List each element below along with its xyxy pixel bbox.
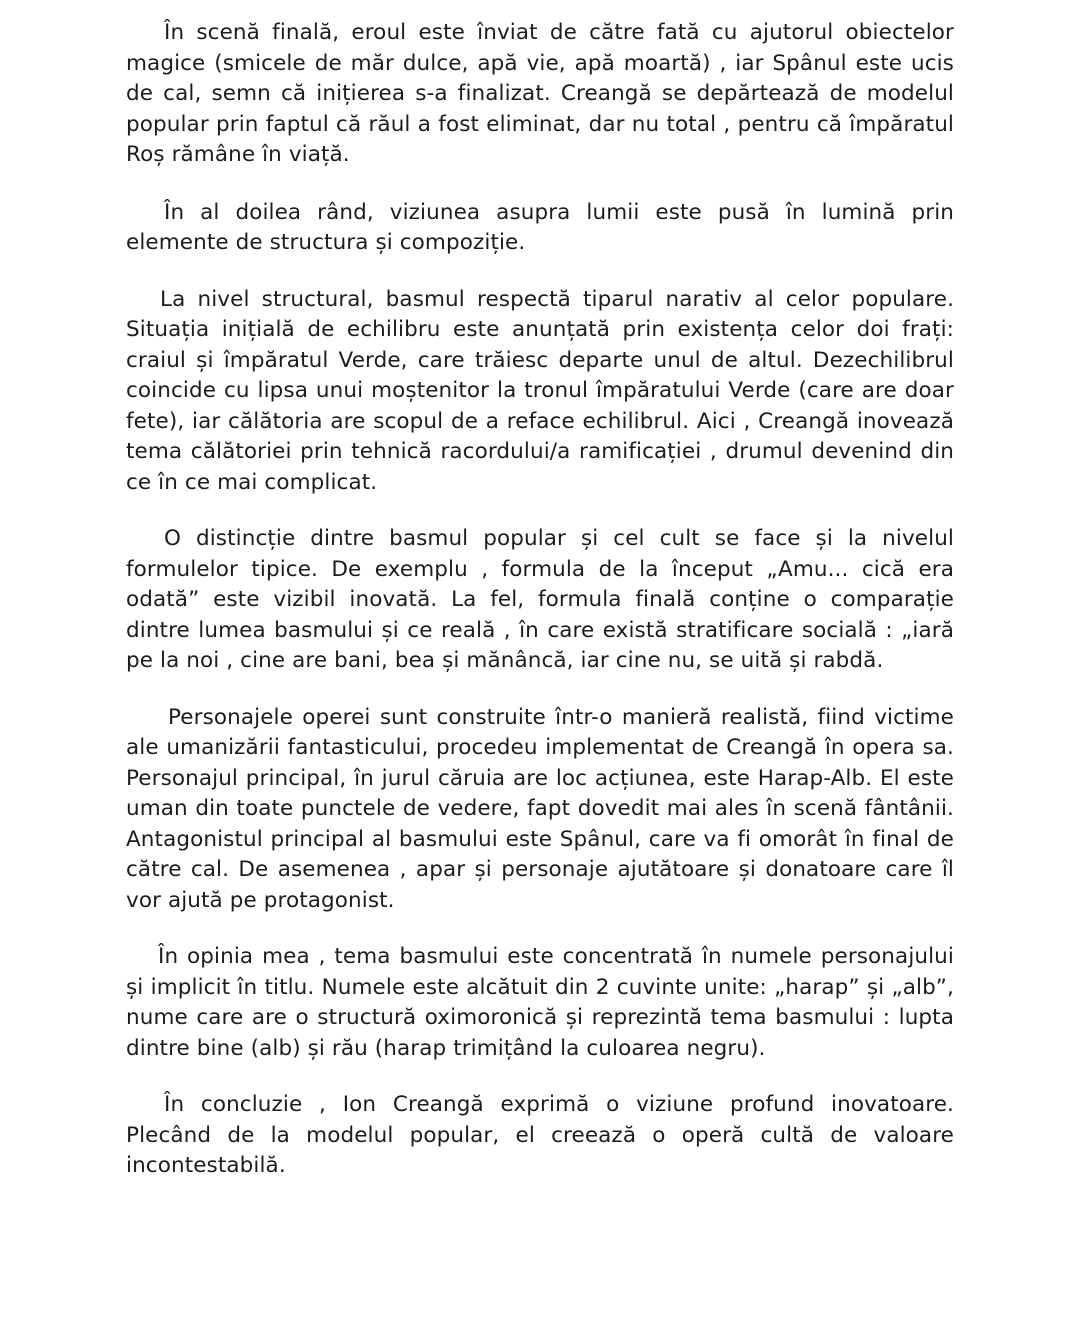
paragraph-conclusion: În concluzie , Ion Creangă exprimă o viziune profund inovatoare. Plecând de la modelul popular, el creează o operă cultă de valoare incontestabilă.	[126, 1092, 954, 1178]
text-column	[126, 18, 954, 1182]
paragraph-second-point: În al doilea rând, viziunea asupra lumii este pusă în lumină prin elemente de structura și compoziție.	[126, 199, 954, 255]
paragraph-final-scene: În scenă finală, eroul este înviat de către fată cu ajutorul obiectelor magice (smicele de măr dulce, apă vie, apă moartă) , iar Spânul este ucis de cal, semn că inițierea s-a finalizat. Creangă se depărtează de modelul popular prin faptul că răul a fost eliminat, dar nu total , pentru că împăratul Roș rămâne în viață.	[126, 20, 954, 167]
paragraph-characters: Personajele operei sunt construite într-o manieră realistă, fiind victime ale umanizării fantasticului, procedeu implementat de Creangă în opera sa. Personajul principal, în jurul căruia are loc acțiunea, este Harap-Alb. El este uman din toate punctele de vedere, fapt dovedit mai ales în scenă fântânii. Antagonistul principal al basmului este Spânul, care va fi omorât în final de către cal. De asemenea , apar și personaje ajutătoare și donatoare care îl vor ajută pe protagonist.	[126, 704, 954, 913]
paragraph-opinion: În opinia mea , tema basmului este concentrată în numele personajului și implicit în titlu. Numele este alcătuit din 2 cuvinte unite: „harap” și „alb”, nume care are o structură oximoronică și reprezintă tema basmului : lupta dintre bine (alb) și rău (harap trimițând la culoarea negru).	[126, 944, 954, 1061]
paragraph-formulas: O distincție dintre basmul popular și cel cult se face și la nivelul formulelor tipice. De exemplu , formula de la început „Amu... cică era odată” este vizibil inovată. La fel, formula finală conține o comparație dintre lumea basmului și ce reală , în care există stratificare socială : „iară pe la noi , cine are bani, bea și mănâncă, iar cine nu, se uită și rabdă.	[126, 526, 954, 673]
paragraph-structure: La nivel structural, basmul respectă tiparul narativ al celor populare. Situația inițială de echilibru este anunțată prin existența celor doi frați: craiul și împăratul Verde, care trăiesc departe unul de altul. Dezechilibrul coincide cu lipsa unui moștenitor la tronul împăratului Verde (care are doar fete), iar călătoria are scopul de a reface echilibrul. Aici , Creangă inovează tema călătoriei prin tehnică racordului/a ramificației , drumul devenind din ce în ce mai complicat.	[126, 286, 954, 495]
